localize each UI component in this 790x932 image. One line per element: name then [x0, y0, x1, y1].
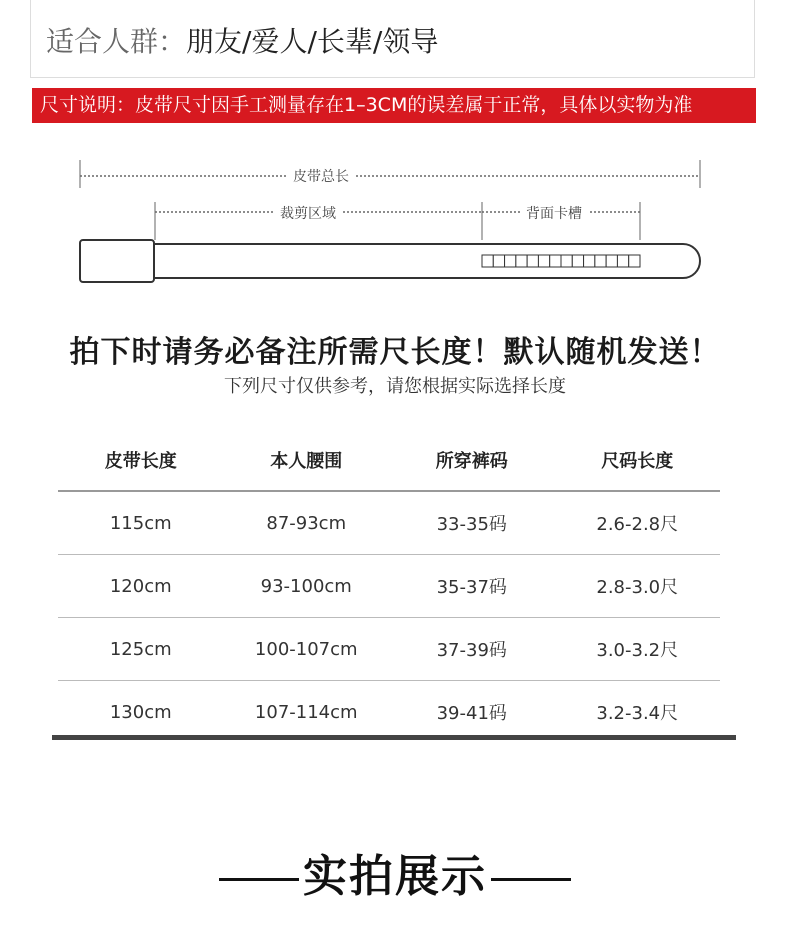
waist-cell: 107-114cm	[254, 701, 358, 723]
belt-length-cell: 120cm	[109, 575, 172, 597]
chi-length-cell: 2.8-3.0尺	[596, 577, 679, 598]
cut-area-label: 裁剪区域	[274, 203, 342, 223]
header-waist: 本人腰围	[270, 451, 343, 472]
back-slot	[572, 255, 583, 267]
chi-length-cell: 3.2-3.4尺	[596, 703, 679, 724]
table-row	[58, 555, 720, 618]
back-slot	[606, 255, 617, 267]
belt-length-cell: 125cm	[109, 638, 172, 660]
pants-size-cell: 39-41码	[436, 703, 507, 724]
pants-size-cell: 37-39码	[436, 640, 507, 661]
pants-size-cell: 35-37码	[436, 577, 507, 598]
belt-length-cell: 130cm	[109, 701, 172, 723]
header-chi-length: 尺码长度	[601, 451, 674, 472]
back-slot	[505, 255, 516, 267]
total-length-label: 皮带总长	[287, 166, 355, 186]
audience-line	[46, 20, 438, 60]
size-reference-note: 下列尺寸仅供参考，请您根据实际选择长度	[224, 376, 566, 397]
waist-cell: 100-107cm	[254, 638, 358, 660]
back-slot	[629, 255, 640, 267]
header-belt-length: 皮带长度	[104, 451, 177, 472]
back-slots-label: 背面卡槽	[520, 203, 588, 223]
order-reminder-headline: 拍下时请务必备注所需尺长度！默认随机发送！	[69, 335, 721, 370]
back-slot	[527, 255, 538, 267]
back-slots-group	[482, 255, 640, 267]
back-slot	[584, 255, 595, 267]
back-slot	[516, 255, 527, 267]
title-dash-right	[491, 878, 571, 881]
belt-diagram	[60, 150, 720, 290]
table-row	[58, 492, 720, 555]
table-row	[58, 618, 720, 681]
back-slot	[493, 255, 504, 267]
waist-cell: 87-93cm	[266, 512, 347, 534]
back-slot	[595, 255, 606, 267]
back-slot	[550, 255, 561, 267]
real-photo-title-text: 实拍展示	[303, 851, 487, 902]
waist-cell: 93-100cm	[260, 575, 352, 597]
size-table	[58, 430, 720, 743]
chi-length-cell: 2.6-2.8尺	[596, 514, 679, 535]
pants-size-cell: 33-35码	[436, 514, 507, 535]
audience-value: 朋友/爱人/长辈/领导	[186, 25, 439, 58]
belt-buckle	[80, 240, 154, 282]
size-table-header	[58, 430, 720, 492]
table-bottom-rule	[52, 735, 736, 740]
audience-label: 适合人群：	[46, 25, 187, 58]
table-row	[58, 681, 720, 743]
back-slot	[617, 255, 628, 267]
back-slot	[482, 255, 493, 267]
title-dash-left	[219, 878, 299, 881]
real-photo-section-title	[0, 840, 790, 904]
back-slot	[561, 255, 572, 267]
size-notice-banner: 尺寸说明：皮带尺寸因手工测量存在1–3CM的误差属于正常，具体以实物为准	[32, 88, 756, 123]
back-slot	[538, 255, 549, 267]
chi-length-cell: 3.0-3.2尺	[596, 640, 679, 661]
header-pants-size: 所穿裤码	[435, 451, 508, 472]
belt-length-cell: 115cm	[109, 512, 172, 534]
